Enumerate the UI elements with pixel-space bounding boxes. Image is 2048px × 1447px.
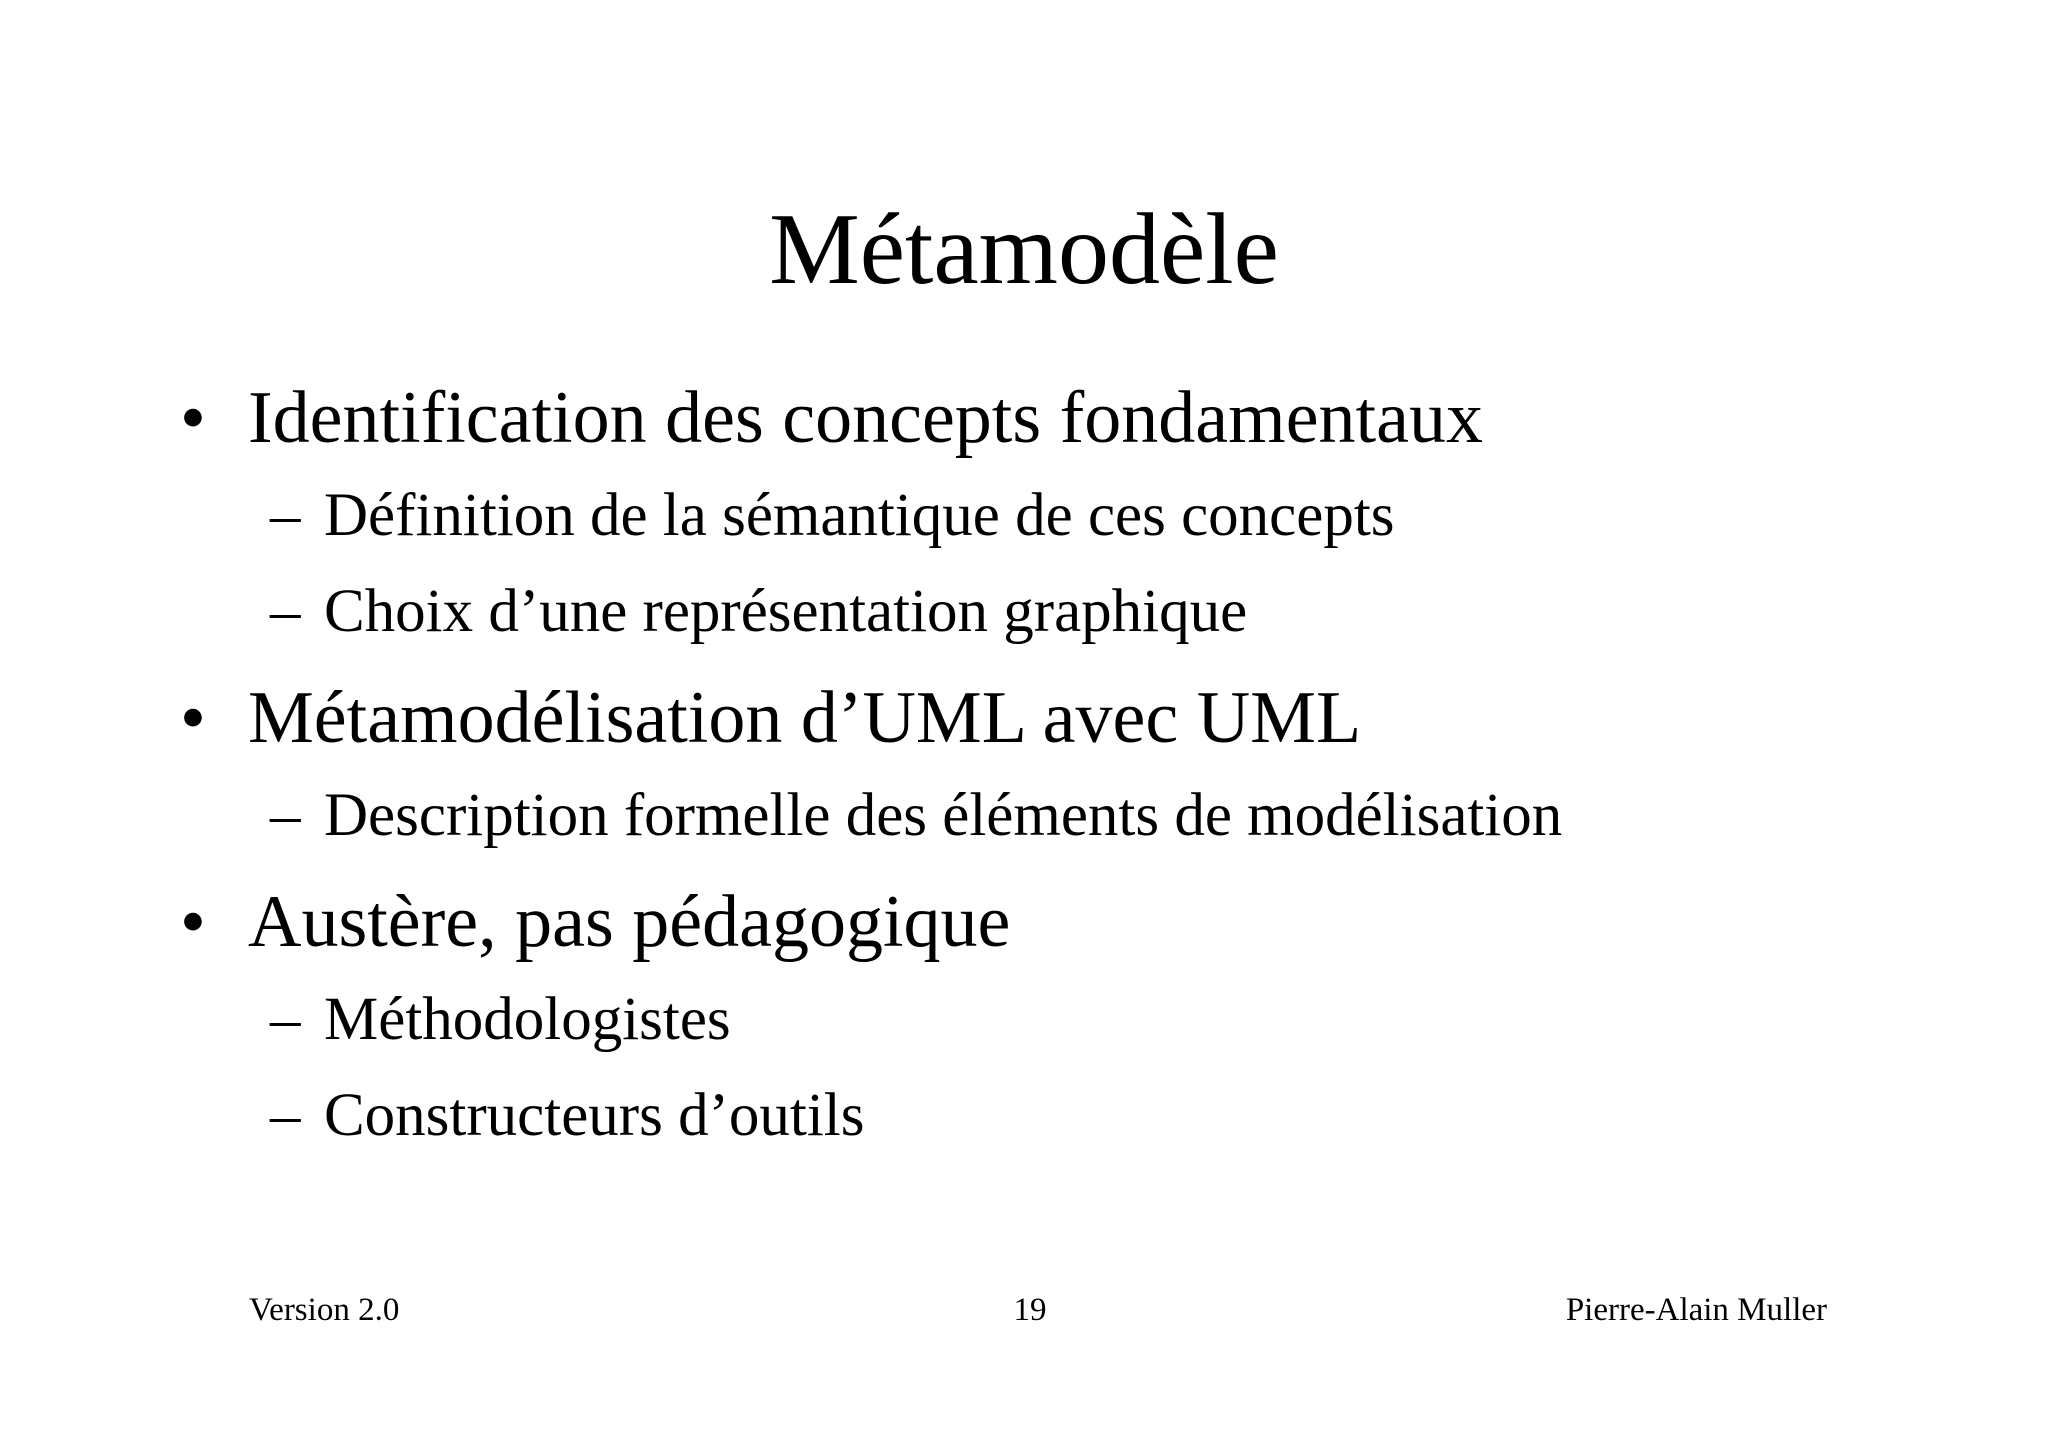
bullet-item [180,872,2000,972]
sub-bullet-text: Constructeurs d’outils [324,1082,865,1149]
sub-bullet-text: Choix d’une représentation graphique [324,578,1248,645]
sub-bullet-text: Description formelle des éléments de modélisation [324,782,1563,849]
sub-bullet-item [180,468,2000,564]
dash-icon: – [270,1082,301,1149]
dash-icon: – [270,482,301,549]
slide-title: Métamodèle [769,193,1279,306]
sub-bullet-text: Méthodologistes [324,986,731,1053]
bullet-list [180,360,2000,1164]
bullet-text: Identification des concepts fondamentaux [248,377,1483,459]
footer-page-number: 19 [1013,1292,1047,1328]
dash-icon: – [270,986,301,1053]
bullet-dot-icon: • [180,377,206,459]
sub-bullet-item [180,1068,2000,1164]
bullet-text: Métamodélisation d’UML avec UML [248,677,1362,759]
footer-author: Pierre-Alain Muller [1565,1292,1827,1328]
bullet-text: Austère, pas pédagogique [248,881,1011,963]
dash-icon: – [270,578,301,645]
sub-bullet-item [180,972,2000,1068]
bullet-dot-icon: • [180,881,206,963]
bullet-item [180,368,2000,468]
sub-bullet-item [180,564,2000,660]
sub-bullet-item [180,768,2000,864]
bullet-dot-icon: • [180,677,206,759]
dash-icon: – [270,782,301,849]
sub-bullet-text: Définition de la sémantique de ces concepts [324,482,1395,549]
bullet-item [180,668,2000,768]
footer-version: Version 2.0 [249,1292,400,1328]
